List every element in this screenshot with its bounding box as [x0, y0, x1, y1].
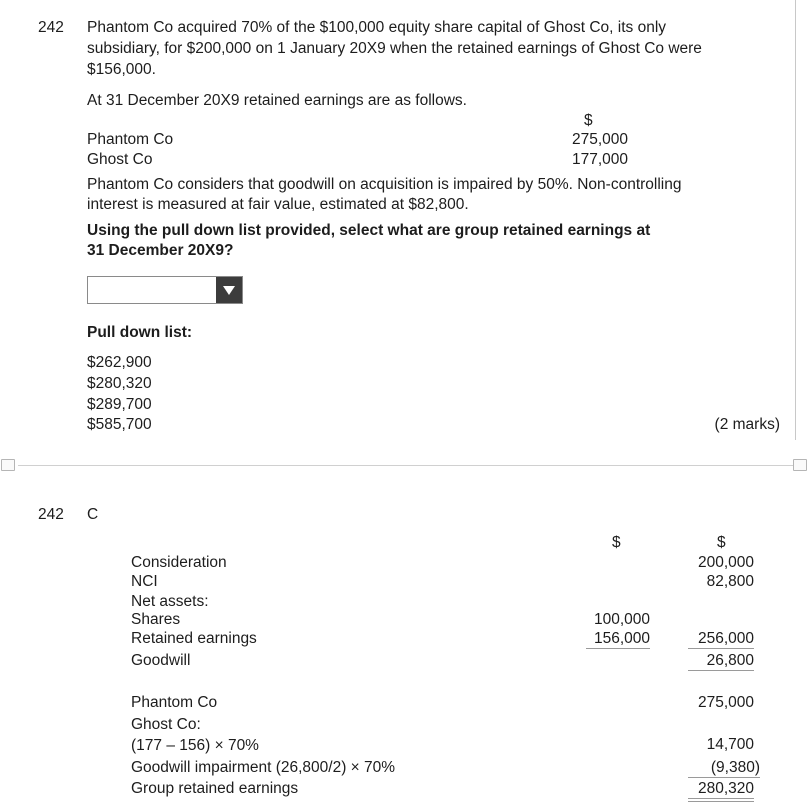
working-row-amount: 275,000	[697, 694, 754, 711]
pulldown-option: $262,900	[87, 354, 152, 371]
working-row-label: Ghost Co:	[131, 716, 201, 733]
question-text-line: Phantom Co acquired 70% of the $100,000 equity share capital of Ghost Co, its only	[87, 19, 667, 36]
page-edge-line	[795, 0, 796, 440]
pulldown-option: $585,700	[87, 416, 152, 433]
subtotal-underline	[586, 648, 650, 649]
working-row-label: Group retained earnings	[131, 780, 299, 797]
question-text-line: $156,000.	[87, 61, 156, 78]
working-row-label: Retained earnings	[131, 630, 257, 647]
dropdown-arrow-icon[interactable]	[216, 277, 242, 303]
question-text-line: subsidiary, for $200,000 on 1 January 20X9 when the retained earnings of Ghost Co were	[87, 40, 702, 57]
working-row-amount: 26,800	[706, 652, 754, 669]
working-row-amount: 200,000	[697, 554, 754, 571]
total-double-underline	[688, 801, 754, 802]
question-prompt-line: Using the pull down list provided, select what are group retained earnings at	[87, 222, 651, 239]
pulldown-option: $289,700	[87, 396, 152, 413]
working-row-label: Shares	[131, 611, 181, 628]
working-row-label: Goodwill	[131, 652, 191, 669]
answer-letter: C	[87, 506, 99, 523]
pulldown-heading: Pull down list:	[87, 324, 193, 341]
working-row-amount: 14,700	[706, 736, 754, 753]
amount-underline	[688, 777, 760, 778]
answer-number: 242	[38, 506, 64, 523]
impairment-text-line: Phantom Co considers that goodwill on acquisition is impaired by 50%. Non-controlling	[87, 176, 682, 193]
working-row-label: NCI	[131, 573, 158, 590]
answer-dropdown[interactable]	[87, 276, 243, 304]
question-prompt-line: 31 December 20X9?	[87, 242, 234, 259]
currency-header: $	[584, 112, 593, 129]
working-row-subtotal: 156,000	[593, 630, 650, 647]
group-retained-earnings-total: 280,320	[697, 780, 754, 797]
working-row-label: Goodwill impairment (26,800/2) × 70%	[131, 759, 396, 776]
pulldown-option: $280,320	[87, 375, 152, 392]
amount-underline	[688, 648, 754, 649]
working-row-amount: (9,380)	[710, 759, 760, 776]
working-row-label: Consideration	[131, 554, 227, 571]
column-header: $	[717, 534, 726, 551]
impairment-text-line: interest is measured at fair value, estimated at $82,800.	[87, 196, 469, 213]
working-row-subtotal: 100,000	[593, 611, 650, 628]
retained-row-value: 275,000	[571, 131, 628, 148]
goodwill-underline	[688, 670, 754, 671]
retained-earnings-intro: At 31 December 20X9 retained earnings are as follows.	[87, 92, 467, 109]
working-row-label: Phantom Co	[131, 694, 218, 711]
working-row-amount: 256,000	[697, 630, 754, 647]
section-divider	[18, 465, 794, 466]
working-row-amount: 82,800	[706, 573, 754, 590]
working-row-label: (177 – 156) × 70%	[131, 737, 259, 754]
left-edge-marker	[1, 459, 15, 471]
column-header: $	[612, 534, 621, 551]
right-edge-marker	[793, 459, 807, 471]
question-number: 242	[38, 19, 64, 36]
total-double-underline	[688, 798, 754, 799]
retained-row-label: Ghost Co	[87, 151, 153, 168]
retained-row-value: 177,000	[571, 151, 628, 168]
marks-label: (2 marks)	[714, 416, 780, 433]
working-row-label: Net assets:	[131, 593, 209, 610]
retained-row-label: Phantom Co	[87, 131, 174, 148]
